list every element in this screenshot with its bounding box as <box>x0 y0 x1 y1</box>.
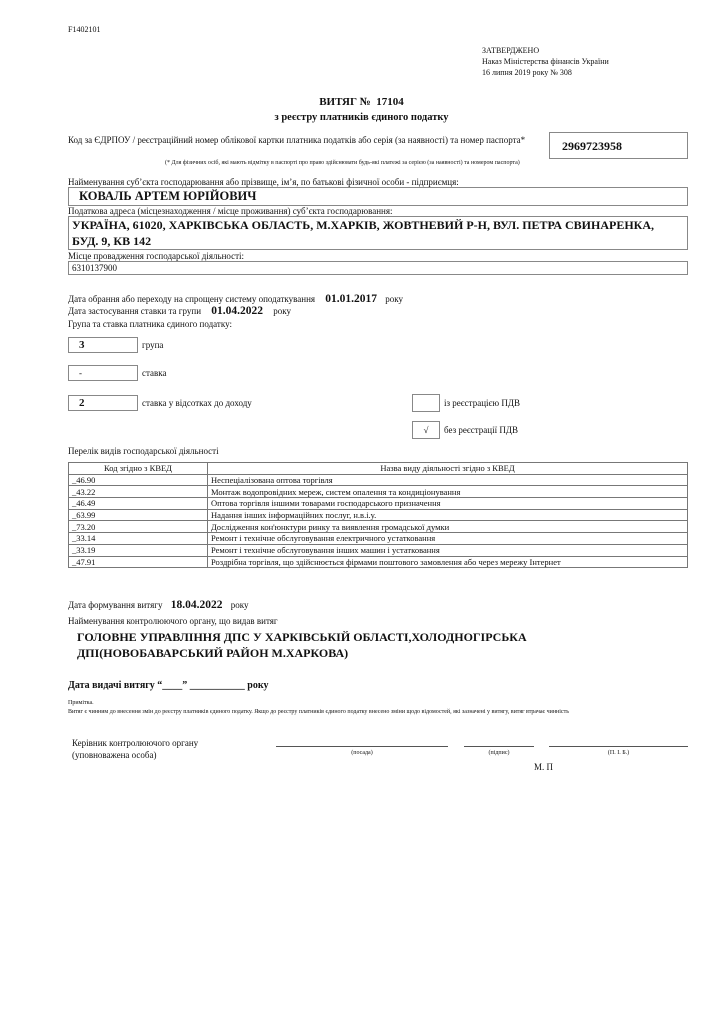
table-row <box>69 474 688 486</box>
kved-name: Ремонт і технічне обслуговування електричного устатковання <box>208 533 688 545</box>
rate-date-year: року <box>273 306 292 316</box>
authority-label: Найменування контролюючого органу, що видав витяг <box>68 616 278 626</box>
authority-name <box>77 629 527 661</box>
place-label: Місце провадження господарської діяльності: <box>68 251 245 261</box>
id-code-footnote: (* Для фізичних осіб, які мають відмітку в паспорті про право здійснювати будь-які платежі за серією (за наявності) та номером паспорта) <box>165 160 520 166</box>
kved-code: _46.49 <box>69 498 208 510</box>
note-title: Примітка. <box>68 700 94 706</box>
simplified-date-value: 01.01.2017 <box>325 293 378 305</box>
rate-date-row <box>68 305 291 317</box>
table-row <box>69 556 688 568</box>
kved-code: _46.90 <box>69 474 208 486</box>
head-line-1: Керівник контролюючого органу <box>72 738 199 748</box>
percent-label: ставка у відсотках до доходу <box>142 398 252 408</box>
page-subtitle: з реєстру платників єдиного податку <box>274 112 449 123</box>
issue-date: Дата видачі витягу “____” ___________ року <box>68 680 269 691</box>
kved-code: _33.14 <box>69 533 208 545</box>
approval-line-3: 16 липня 2019 року № 308 <box>482 68 572 77</box>
kved-name: Ремонт і технічне обслуговування інших машин і устатковання <box>208 544 688 556</box>
table-row <box>69 521 688 533</box>
position-line <box>276 746 448 747</box>
kved-code: _63.99 <box>69 509 208 521</box>
table-row <box>69 544 688 556</box>
title-prefix: ВИТЯГ № <box>319 96 371 108</box>
authority-line-1: ГОЛОВНЕ УПРАВЛІННЯ ДПС У ХАРКІВСЬКІЙ ОБЛАСТІ,ХОЛОДНОГІРСЬКА <box>77 630 527 644</box>
formation-date-value: 18.04.2022 <box>170 599 223 611</box>
group-rate-label: Група та ставка платника єдиного податку: <box>68 319 232 329</box>
group-label: група <box>142 340 164 350</box>
signature-line <box>464 746 534 747</box>
place-field: 6310137900 <box>68 261 688 275</box>
rate-date-label: Дата застосування ставки та групи <box>68 306 202 316</box>
simplified-date-row <box>68 293 403 305</box>
table-row <box>69 509 688 521</box>
head-of-authority <box>72 737 198 761</box>
kved-code: _47.91 <box>69 556 208 568</box>
name-label: Найменування суб’єкта господарювання або прізвище, ім’я, по батькові фізичної особи - підприємця: <box>68 177 459 187</box>
approval-line-2: Наказ Міністерства фінансів України <box>482 57 609 66</box>
kved-name: Дослідження кон'юнктури ринку та виявлення громадської думки <box>208 521 688 533</box>
rate-date-value: 01.04.2022 <box>211 305 264 317</box>
kved-title: Перелік видів господарської діяльності <box>68 446 219 456</box>
kved-header-name: Назва виду діяльності згідно з КВЕД <box>208 463 688 475</box>
note-text: Витяг є чинним до внесення змін до реєстру платників єдиного податку. Якщо до реєстру платників єдиного податку внесено зміни щодо відомостей, які зазначені у витягу, витяг втрачає чинність <box>68 709 569 715</box>
kved-name: Оптова торгівля іншими товарами господарського призначення <box>208 498 688 510</box>
address-line-2: БУД. 9, КВ 142 <box>72 234 152 248</box>
stamp-place: М. П <box>534 762 554 772</box>
formation-date-year: року <box>230 600 249 610</box>
approval-line-1: ЗАТВЕРДЖЕНО <box>482 46 540 55</box>
title-number: 17104 <box>376 96 404 108</box>
table-row <box>69 486 688 498</box>
table-row <box>69 533 688 545</box>
page-title <box>0 96 723 108</box>
position-caption: (посада) <box>351 750 373 756</box>
vat-with-checkbox <box>412 394 440 412</box>
kved-table <box>68 462 688 568</box>
kved-name: Монтаж водопровідних мереж, систем опалення та кондиціонування <box>208 486 688 498</box>
formation-date-row <box>68 599 248 611</box>
kved-header-code: Код згідно з КВЕД <box>69 463 208 475</box>
address-line-1: УКРАЇНА, 61020, ХАРКІВСЬКА ОБЛАСТЬ, М.ХАРКІВ, ЖОВТНЕВИЙ Р-Н, ВУЛ. ПЕТРА СВИНАРЕНКА, <box>72 218 655 232</box>
kved-code: _43.22 <box>69 486 208 498</box>
address-label: Податкова адреса (місцезнаходження / місце проживання) суб’єкта господарювання: <box>68 206 393 216</box>
initials-caption: (П. І. Б.) <box>607 750 630 756</box>
signature-caption: (підпис) <box>488 750 510 756</box>
kved-header-row <box>69 463 688 475</box>
kved-name: Роздрібна торгівля, що здійснюється фірмами поштового замовлення або через мережу Інтернет <box>208 556 688 568</box>
kved-name: Неспеціалізована оптова торгівля <box>208 474 688 486</box>
formation-date-label: Дата формування витягу <box>68 600 163 610</box>
authority-line-2: ДПІ(НОВОБАВАРСЬКИЙ РАЙОН М.ХАРКОВА) <box>77 646 349 660</box>
name-field: КОВАЛЬ АРТЕМ ЮРІЙОВИЧ <box>68 187 688 206</box>
kved-name: Надання інших інформаційних послуг, н.в.і.у. <box>208 509 688 521</box>
rate-label: ставка <box>142 368 167 378</box>
address-field <box>68 216 688 250</box>
percent-field: 2 <box>68 395 138 411</box>
group-field: 3 <box>68 337 138 353</box>
id-code-label: Код за ЄДРПОУ / реєстраційний номер облікової картки платника податків або серія (за наявності) та номер паспорта* <box>68 135 526 145</box>
id-code-field: 2969723958 <box>549 132 688 159</box>
kved-code: _73.20 <box>69 521 208 533</box>
initials-line <box>549 746 688 747</box>
form-code: F1402101 <box>68 25 101 34</box>
approval-block <box>482 45 609 78</box>
simplified-date-label: Дата обрання або переходу на спрощену систему оподаткування <box>68 294 316 304</box>
vat-with-label: із реєстрацією ПДВ <box>444 398 520 408</box>
head-line-2: (уповноважена особа) <box>72 750 157 760</box>
table-row <box>69 498 688 510</box>
vat-without-checkbox: √ <box>412 421 440 439</box>
kved-code: _33.19 <box>69 544 208 556</box>
simplified-date-year: року <box>385 294 404 304</box>
vat-without-label: без реєстрації ПДВ <box>444 425 518 435</box>
rate-field: - <box>68 365 138 381</box>
